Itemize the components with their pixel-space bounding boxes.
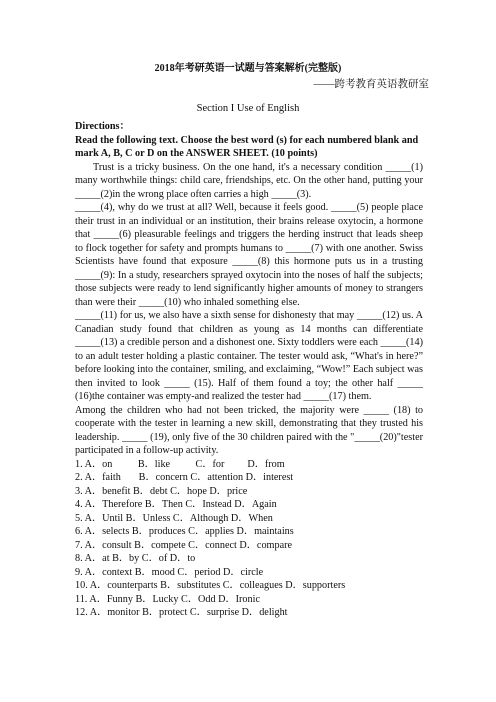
directions-label: Directions： — [75, 121, 130, 132]
passage-paragraph: _____(11) for us, we also have a sixth sense for dishonesty that may _____(12) us. A Canadian study found that children as young as 14 months can differentiate _____(13) a credible person and a dishonest one. Sixty toddlers were each _____(14) to an adult tester holding a plastic container. The tester would ask, “What's in here?” before looking into the container, smiling, and exclaiming, “Wow!” Each subject was then invited to look _____ (15). Half of them found a toy; the other half _____ (16)the container was empty-and realized the tester had _____(17) them. — [75, 310, 423, 402]
passage-paragraph: Among the children who had not been tricked, the majority were _____ (18) to cooperate with the tester in learning a new skill, demonstrating that they trusted his leadership. _____ (19), only five of the 30 children paired with the "_____(20)"tester participated in a follow-up activity. — [75, 404, 423, 456]
question-options: 11. A．Funny B．Lucky C．Odd D．Ironic — [75, 593, 260, 605]
directions-instruction: Read the following text. Choose the best word (s) for each numbered blank and mark A, B, C or D on the ANSWER SHEET. (10 points) — [75, 134, 419, 159]
question-options: 10. A．counterparts B．substitutes C．colleagues D．supporters — [75, 580, 346, 591]
question-options: 6. A．selects B．produces C．applies D．maintains — [75, 526, 294, 537]
document-title: 2018年考研英语一试题与答案解析(完整版) — [154, 63, 342, 74]
question-options: 3. A．benefit B．debt C．hope D．price — [75, 485, 248, 497]
question-options: 5. A．Until B．Unless C．Although D．When — [75, 512, 273, 524]
passage-paragraph: Trust is a tricky business. On the one hand, it's a necessary condition _____(1) many worthwhile things: child care, friendships, etc. On the other hand, putting your _____(2)in the wrong place often carries a high _____(3). — [75, 161, 423, 200]
document-attribution: ——跨考教育英语教研室 — [313, 79, 429, 90]
question-options: 12. A．monitor B．protect C．surprise D．delight — [75, 607, 288, 618]
passage-paragraph: _____(4), why do we trust at all? Well, because it feels good. _____(5) people place their trust in an individual or an institution, their brains release oxytocin, a hormone that _____(6) pleasurable feelings and triggers the herding instruct that leads sheep to flock together for safety and prompts humans to _____(7) with one another. Swiss Scientists have found that exposure _____(8) this hormone puts us in a trusting _____(9): In a study, researchers sprayed oxytocin into the noses of half the subjects; those subjects were ready to lend significantly higher amounts of money to strangers than were their _____(10) who inhaled something else. — [75, 202, 423, 308]
section-heading: Section I Use of English — [196, 103, 300, 114]
question-options: 1. A．on B．like C．for D．from — [75, 458, 285, 470]
document-body — [75, 120, 423, 620]
question-options: 4. A．Therefore B．Then C．Instead D．Again — [75, 499, 277, 510]
question-options: 2. A．faith B．concern C．attention D．interest — [75, 472, 294, 483]
question-options: 9. A．context B．mood C．period D．circle — [75, 566, 264, 578]
question-options: 7. A．consult B．compete C．connect D．compare — [75, 539, 293, 551]
question-options: 8. A．at B．by C．of D．to — [75, 553, 196, 564]
